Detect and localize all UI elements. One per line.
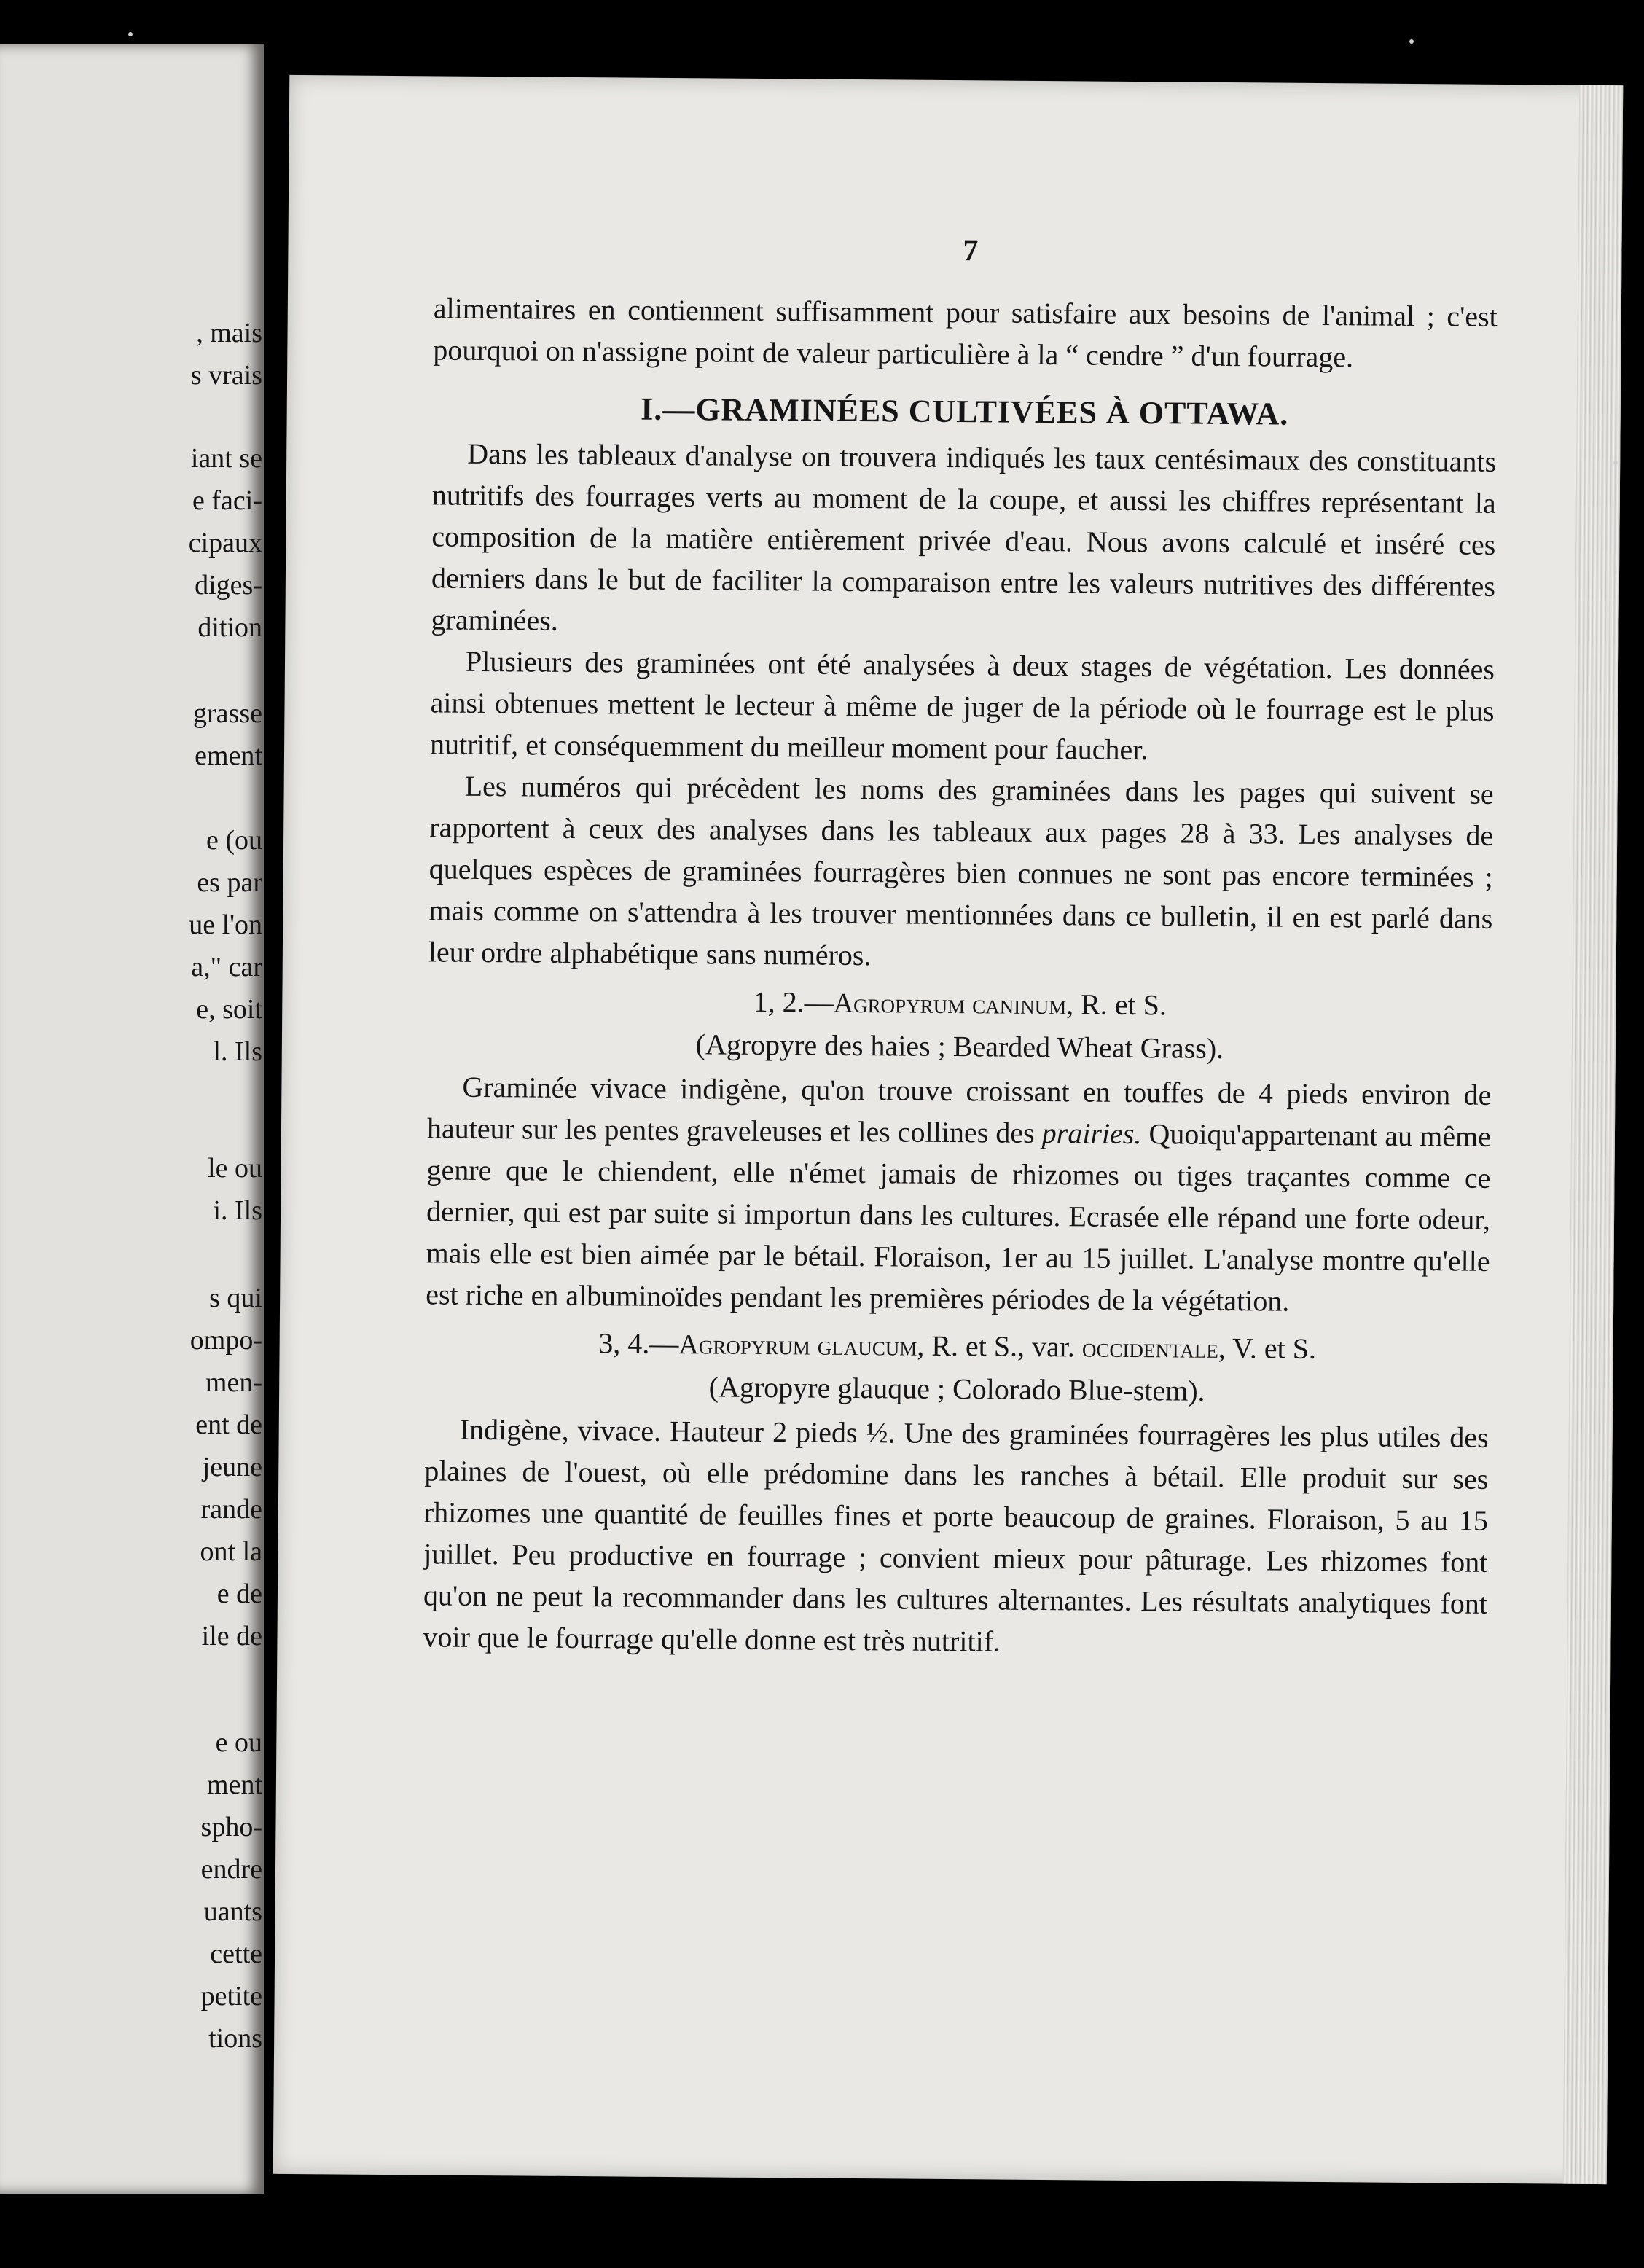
- left-page-line: tions: [208, 2023, 262, 2054]
- left-page-line: e, soit: [196, 994, 262, 1025]
- page-number: 7: [963, 234, 979, 268]
- left-page-line: dition: [197, 612, 262, 643]
- left-page-line: jeune: [202, 1452, 262, 1482]
- left-page-line: le ou: [208, 1153, 262, 1184]
- species-authority: , R. et S.: [1066, 988, 1167, 1022]
- scan-speck: [1409, 39, 1414, 44]
- left-page-line: l. Ils: [213, 1036, 262, 1067]
- species-common-name: (Agropyre des haies ; Bearded Wheat Grass).: [695, 1028, 1224, 1065]
- left-page-line: s qui: [209, 1283, 262, 1313]
- left-page-line: cette: [210, 1939, 262, 1969]
- left-page-line: uants: [203, 1896, 262, 1927]
- page-edge: [1563, 85, 1624, 2184]
- left-page-line: ue l'on: [189, 910, 262, 940]
- left-page-line: es par: [197, 867, 262, 898]
- species-description-agropyrum-glaucum: Indigène, vivace. Hauteur 2 pieds ½. Une des graminées fourragères les plus utiles des plaines de l'ouest, où elle prédomine dans les ranches à bétail. Elle produit sur ses rhizomes une quantité de feuilles fines et porte beaucoup de graines. Floraison, 5 au 15 juillet. Peu productive en fourrage ; convient mieux pour pâturage. Les rhizomes font qu'on ne peut la recommander dans les cultures alternantes. Les résultats analytiques font voir que le fourrage qu'elle donne est très nutritif.: [423, 1412, 1489, 1658]
- left-page-fragment: [0, 44, 264, 2194]
- left-page-line: ement: [195, 740, 262, 771]
- main-page: [273, 75, 1624, 2184]
- species-variety: occidentale: [1081, 1332, 1218, 1364]
- paragraph-numbering: Les numéros qui précèdent les noms des graminées dans les pages qui suivent se rapportent à ceux des analyses dans les tableaux aux pages 28 à 33. Les analyses de quelques espèces de graminées fourragères bien connues ne sont pas encore terminées ; mais comme on s'attendra à les trouver mentionnées dans ce bulletin, il en est parlé dans leur ordre alphabétique sans numéros.: [428, 769, 1494, 972]
- species-description-agropyrum-caninum: [426, 1065, 1492, 1323]
- left-page-line: e faci-: [192, 485, 262, 516]
- left-page-line: ile de: [201, 1621, 262, 1651]
- left-page-line: rande: [200, 1494, 262, 1525]
- species-name: glaucum: [817, 1330, 917, 1362]
- species-numbers: 3, 4.—: [598, 1326, 679, 1361]
- left-page-line: spho-: [200, 1812, 262, 1842]
- page-body: [423, 236, 1498, 1665]
- species-name: caninum: [972, 989, 1067, 1021]
- left-page-line: endre: [200, 1854, 262, 1885]
- left-page-line: , mais: [196, 318, 262, 348]
- left-page-line: men-: [205, 1367, 262, 1398]
- left-page-line: petite: [200, 1981, 262, 2011]
- left-page-line: ont la: [200, 1536, 262, 1567]
- description-text: Quoiqu'appartenant au même genre que le chiendent, elle n'émet jamais de rhizomes ou tiges traçantes comme ce dernier, qui est par suite si importun dans les cultures. Ecrasée elle répand une forte odeur, mais elle est bien aimée par le bétail. Floraison, 1er au 15 juillet. L'analyse montre qu'elle est riche en albuminoïdes pendant les premières périodes de la végétation.: [426, 1117, 1492, 1318]
- left-page-line: cipaux: [188, 528, 262, 558]
- intro-paragraph: alimentaires en contiennent suffisamment pour satisfaire aux besoins de l'animal ; c'est pourquoi on n'assigne point de valeur particulière à la “ cendre ” d'un fourrage.: [433, 292, 1498, 374]
- left-page-line: ent de: [195, 1409, 262, 1440]
- scan-speck: [128, 32, 133, 36]
- left-page-line: s vrais: [190, 360, 262, 391]
- left-page-line: ment: [207, 1770, 262, 1800]
- scan-speck: [1613, 461, 1618, 465]
- species-genus: Agropyrum: [833, 988, 966, 1020]
- left-page-line: e (ou: [206, 825, 262, 856]
- section-heading: I.—GRAMINÉES CULTIVÉES À OTTAWA.: [641, 391, 1289, 432]
- paragraph-analysis-tables: Dans les tableaux d'analyse on trouvera indiqués les taux centésimaux des constituants nutritifs des fourrages verts au moment de la coupe, et aussi les chiffres représentant la composition de la matière entièrement privée d'eau. Nous avons calculé et inséré ces derniers dans le but de faciliter la comparaison entre les valeurs nutritives des différentes graminées.: [431, 437, 1497, 637]
- variety-authority: , V. et S.: [1218, 1331, 1317, 1365]
- left-page-line: iant se: [190, 443, 262, 474]
- description-italic: prairies.: [1041, 1117, 1142, 1151]
- left-page-line: e ou: [215, 1727, 262, 1758]
- left-page-line: i. Ils: [213, 1195, 262, 1226]
- paragraph-vegetation-stages: Plusieurs des graminées ont été analysées à deux stages de végétation. Les données ainsi obtenues mettent le lecteur à même de juger de la période où le fourrage est le plus nutritif, et conséquemment du meilleur moment pour faucher.: [429, 644, 1495, 767]
- species-genus: Agropyrum: [678, 1329, 811, 1361]
- left-page-line: diges-: [195, 570, 262, 601]
- species-numbers: 1, 2.—: [753, 985, 834, 1019]
- left-page-line: grasse: [193, 698, 262, 729]
- left-page-line: a," car: [191, 952, 262, 982]
- species-authority: , R. et S., var.: [917, 1329, 1083, 1364]
- species-common-name: (Agropyre glauque ; Colorado Blue-stem).: [708, 1370, 1205, 1407]
- left-page-line: e de: [216, 1579, 262, 1609]
- description-text: Graminée vivace indigène, qu'on trouve croissant en touffes de 4 pieds environ de hauteur sur les pentes graveleuses et les collines des: [426, 1070, 1492, 1150]
- left-page-line: ompo-: [189, 1325, 262, 1356]
